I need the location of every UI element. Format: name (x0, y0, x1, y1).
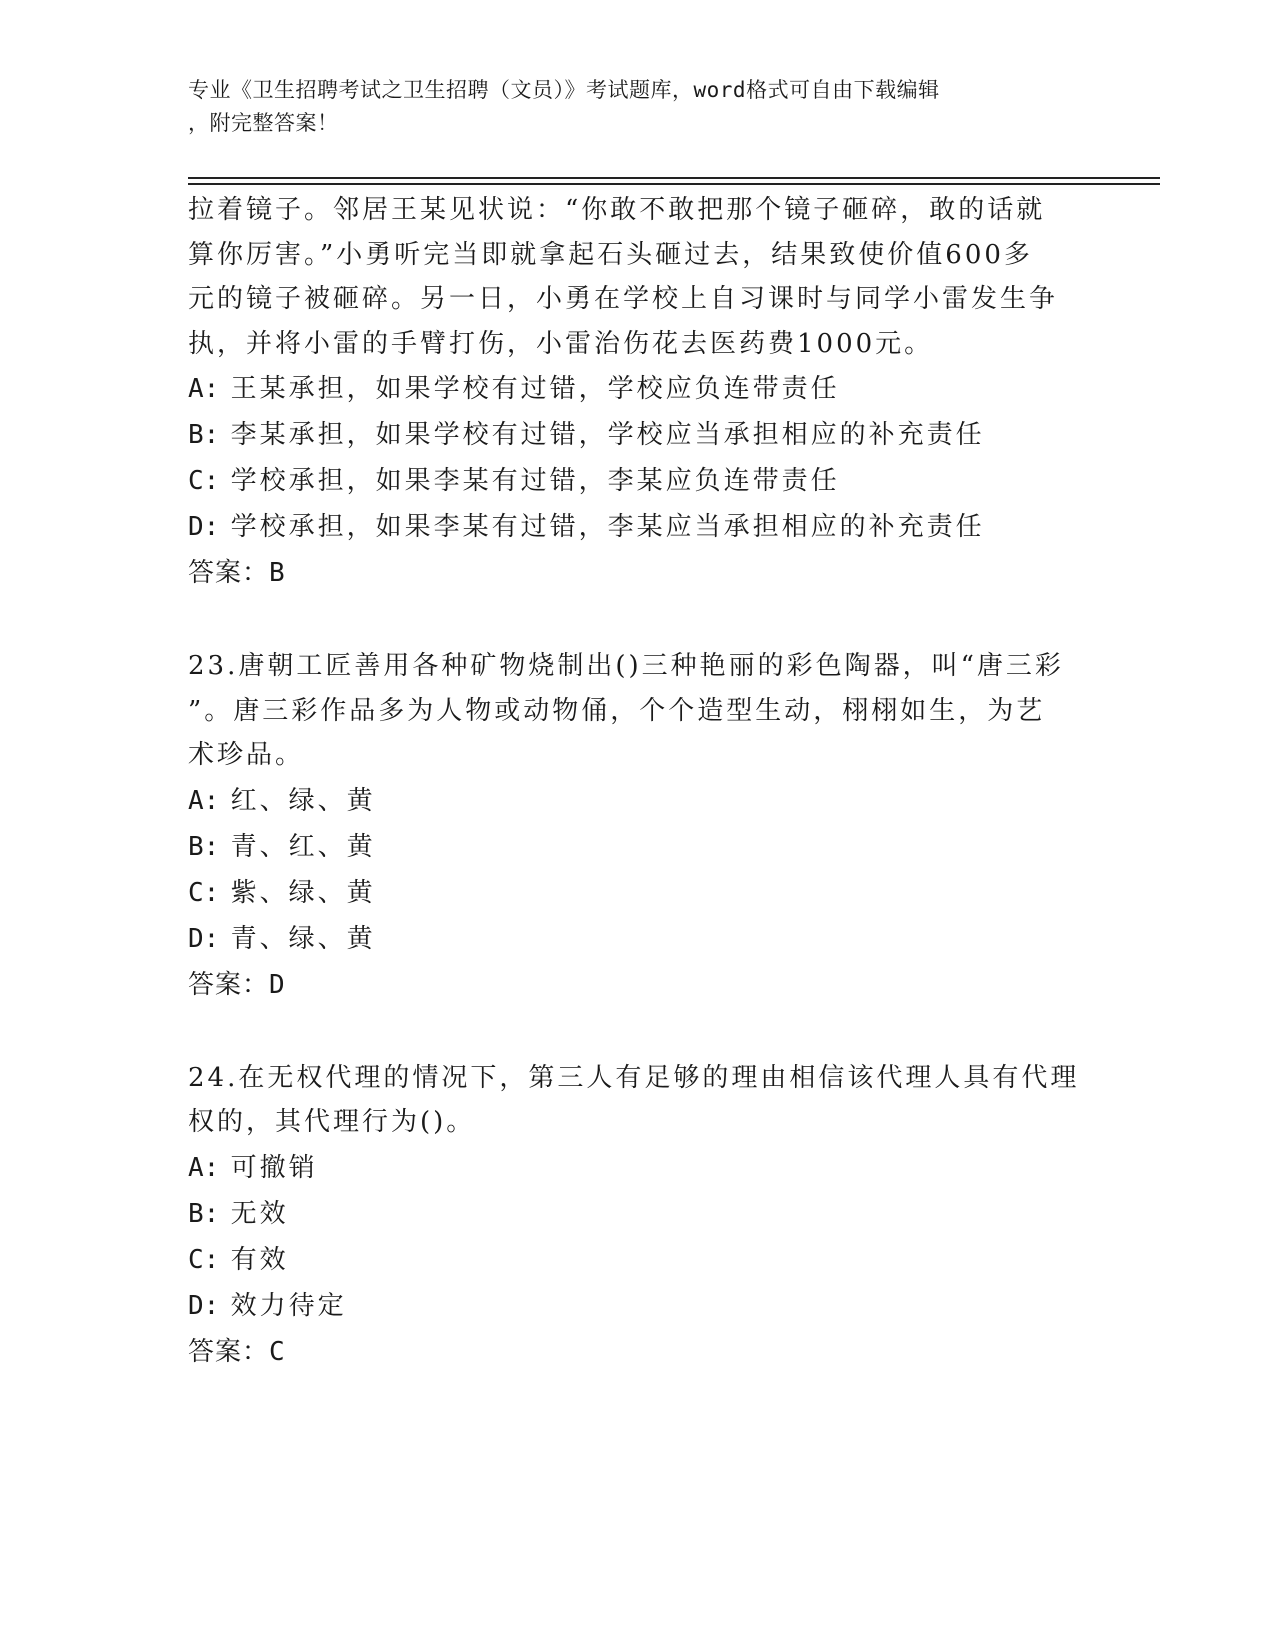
option-text: 红、绿、黄 (230, 785, 376, 816)
header-line-2: ，附完整答案！ (188, 111, 339, 135)
option-text: 有效 (230, 1244, 289, 1275)
option-text: 青、绿、黄 (230, 923, 376, 954)
option-text: 李某承担，如果学校有过错，学校应当承担相应的补充责任 (230, 420, 985, 450)
option-text: 学校承担，如果李某有过错，李某应负连带责任 (230, 466, 840, 496)
option-letter: D: (188, 1290, 220, 1321)
stem-line: 24.在无权代理的情况下，第三人有足够的理由相信该代理人具有代理 (188, 1062, 1080, 1093)
question-stem (188, 1056, 1088, 1145)
stem-line: ”。唐三彩作品多为人物或动物俑，个个造型生动，栩栩如生，为艺 (188, 695, 1046, 726)
option-b (188, 824, 1088, 870)
option-c (188, 870, 1088, 916)
option-d (188, 504, 1088, 550)
stem-line: 元的镜子被砸碎。另一日，小勇在学校上自习课时与同学小雷发生争 (188, 284, 1059, 314)
option-b (188, 1191, 1088, 1237)
option-text: 效力待定 (230, 1290, 347, 1321)
stem-line: 执，并将小雷的手臂打伤，小雷治伤花去医药费1000元。 (188, 328, 934, 359)
option-d (188, 1283, 1088, 1329)
option-letter: C: (188, 877, 220, 908)
header-rule-bottom (188, 183, 1160, 185)
option-letter: B: (188, 1198, 220, 1229)
stem-line: 23.唐朝工匠善用各种矿物烧制出()三种艳丽的彩色陶器，叫“唐三彩 (188, 651, 1064, 681)
answer-label: 答案： (188, 1336, 270, 1367)
answer-line (188, 1329, 1088, 1375)
document-body (188, 188, 1088, 1375)
option-text: 青、红、黄 (230, 831, 376, 862)
answer-line (188, 550, 1088, 596)
answer-label: 答案： (188, 969, 270, 1000)
question-stem (188, 188, 1088, 366)
option-letter: B: (188, 420, 220, 450)
option-text: 学校承担，如果李某有过错，李某应当承担相应的补充责任 (230, 512, 985, 542)
option-text: 王某承担，如果学校有过错，学校应负连带责任 (230, 374, 840, 404)
question-22 (188, 188, 1088, 596)
option-letter: D: (188, 923, 220, 954)
question-spacer (188, 596, 1088, 644)
option-a (188, 1145, 1088, 1191)
stem-line: 术珍品。 (188, 740, 305, 770)
option-letter: A: (188, 1152, 220, 1183)
stem-line: 算你厉害。”小勇听完当即就拿起石头砸过去，结果致使价值600多 (188, 239, 1033, 270)
option-a (188, 366, 1088, 412)
option-letter: A: (188, 374, 220, 404)
header-line-1: 专业《卫生招聘考试之卫生招聘（文员）》考试题库，word格式可自由下载编辑 (188, 78, 940, 102)
stem-line: 权的，其代理行为()。 (188, 1107, 476, 1137)
option-a (188, 778, 1088, 824)
document-header (188, 74, 1068, 140)
answer-value: C (269, 1336, 286, 1367)
question-spacer (188, 1008, 1088, 1056)
option-text: 无效 (230, 1198, 289, 1229)
question-23 (188, 644, 1088, 1008)
option-c (188, 458, 1088, 504)
question-24 (188, 1056, 1088, 1375)
stem-line: 拉着镜子。邻居王某见状说：“你敢不敢把那个镜子砸碎，敢的话就 (188, 195, 1046, 225)
option-b (188, 412, 1088, 458)
answer-label: 答案： (188, 558, 270, 588)
answer-value: B (269, 558, 286, 588)
option-text: 紫、绿、黄 (230, 877, 376, 908)
option-c (188, 1237, 1088, 1283)
option-letter: A: (188, 785, 220, 816)
option-letter: D: (188, 512, 220, 542)
option-letter: C: (188, 1244, 220, 1275)
question-stem (188, 644, 1088, 778)
option-letter: C: (188, 466, 220, 496)
header-rule-top (188, 177, 1160, 179)
option-letter: B: (188, 831, 220, 862)
answer-line (188, 962, 1088, 1008)
answer-value: D (269, 969, 286, 1000)
option-d (188, 916, 1088, 962)
option-text: 可撤销 (230, 1152, 318, 1183)
